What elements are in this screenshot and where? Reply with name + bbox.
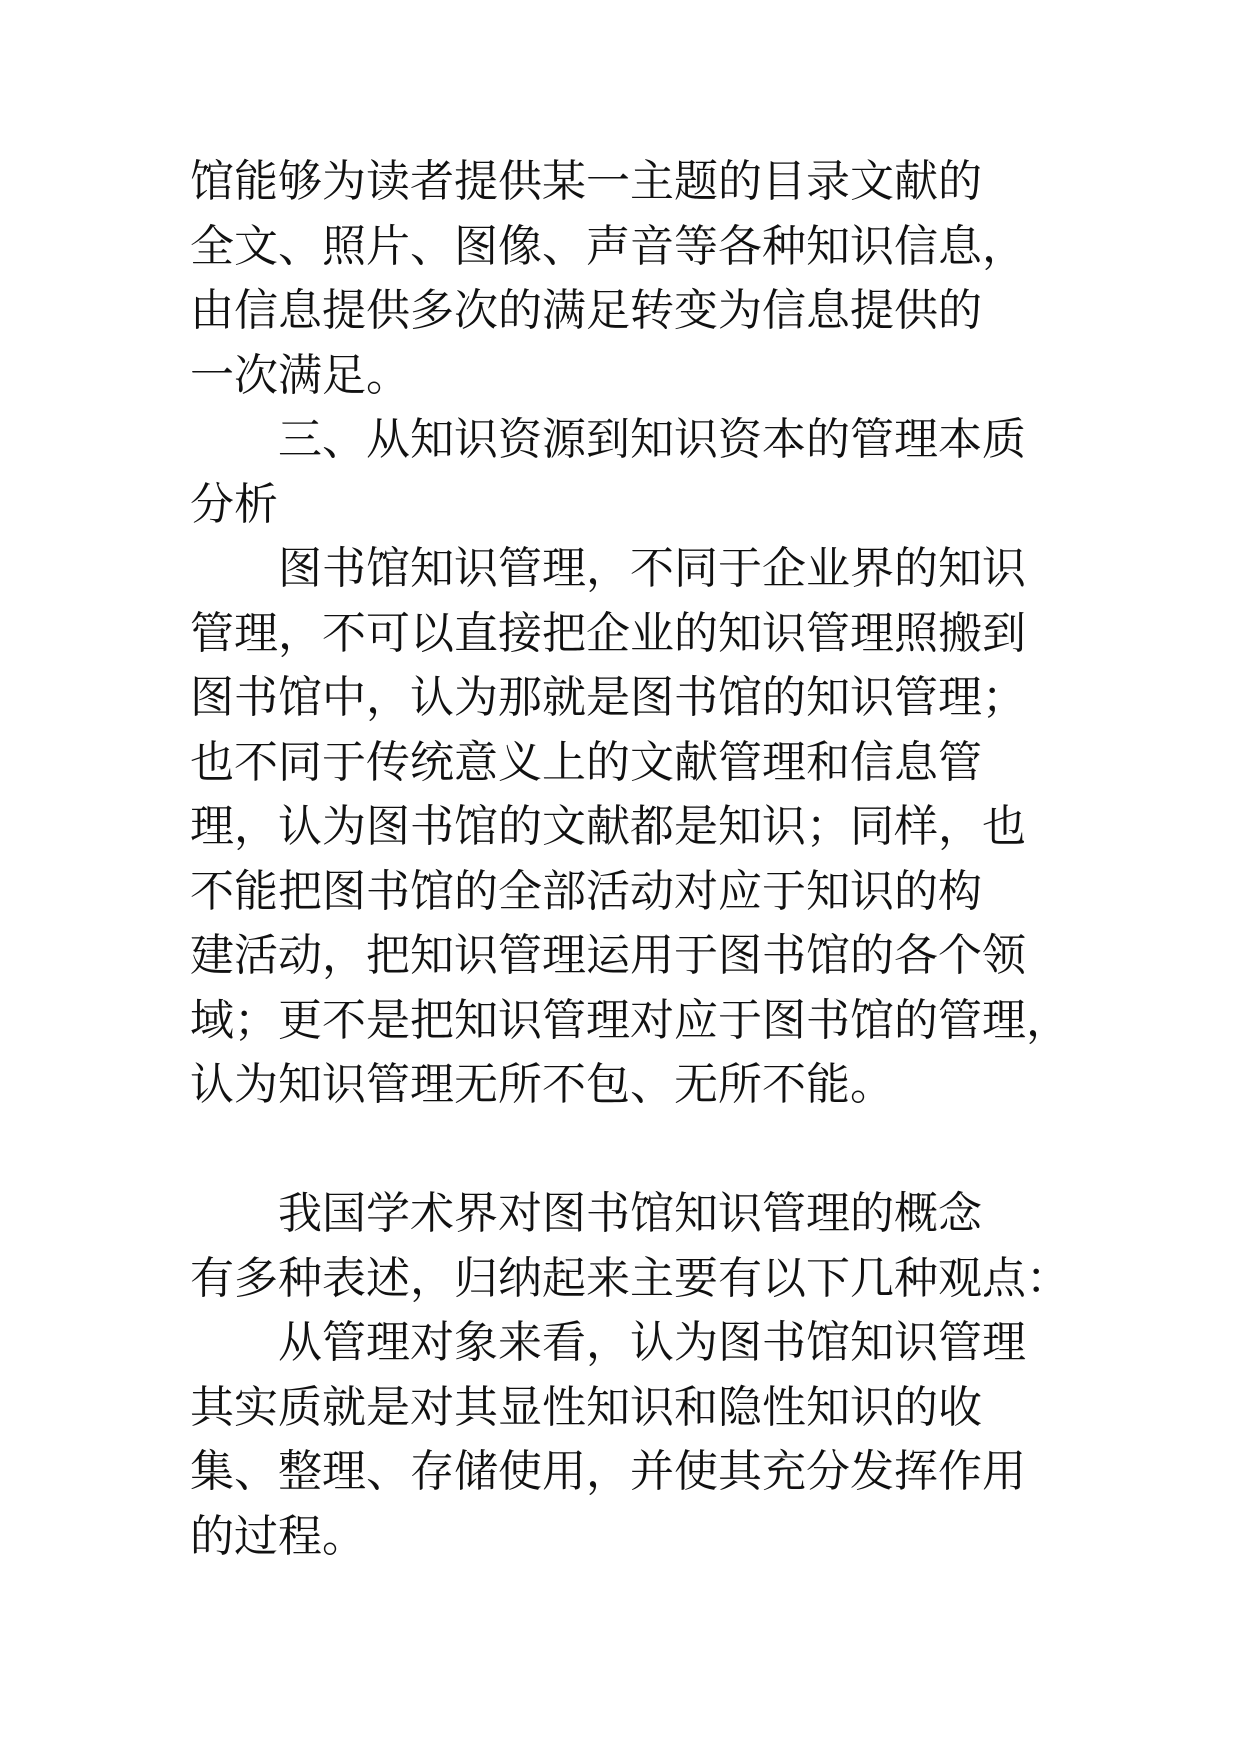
text-line: 由信息提供多次的满足转变为信息提供的: [190, 285, 982, 336]
text-line: 理，认为图书馆的文献都是知识；同样，也: [190, 801, 1026, 852]
text-line: 从管理对象来看，认为图书馆知识管理: [278, 1317, 1026, 1368]
text-line: 集、整理、存储使用，并使其充分发挥作用: [190, 1446, 1026, 1497]
text-line: 域；更不是把知识管理对应于图书馆的管理，: [190, 994, 1070, 1046]
text-line: 也不同于传统意义上的文献管理和信息管: [190, 736, 982, 788]
text-line: 的过程。: [190, 1510, 366, 1562]
text-line: 管理，不可以直接把企业的知识管理照搬到: [190, 607, 1026, 659]
text-line: 不能把图书馆的全部活动对应于知识的构: [190, 865, 982, 917]
text-line: 一次满足。: [190, 349, 410, 401]
text-line: 有多种表述，归纳起来主要有以下几种观点：: [190, 1252, 1070, 1304]
section-heading-line: 分析: [190, 478, 278, 530]
body-text: [190, 150, 1090, 1569]
text-line: 我国学术界对图书馆知识管理的概念: [278, 1188, 982, 1239]
text-line: 图书馆中，认为那就是图书馆的知识管理；: [190, 672, 1026, 723]
text-line: 图书馆知识管理，不同于企业界的知识: [278, 543, 1026, 594]
text-line: 馆能够为读者提供某一主题的目录文献的: [190, 156, 982, 207]
text-line: 认为知识管理无所不包、无所不能。: [190, 1059, 894, 1110]
text-line: 建活动，把知识管理运用于图书馆的各个领: [190, 930, 1026, 981]
section-heading-line: 三、从知识资源到知识资本的管理本质: [278, 414, 1026, 465]
text-line: 全文、照片、图像、声音等各种知识信息，: [190, 220, 1026, 272]
text-line: 其实质就是对其显性知识和隐性知识的收: [190, 1381, 982, 1433]
paragraph-gap: [190, 1118, 1090, 1183]
